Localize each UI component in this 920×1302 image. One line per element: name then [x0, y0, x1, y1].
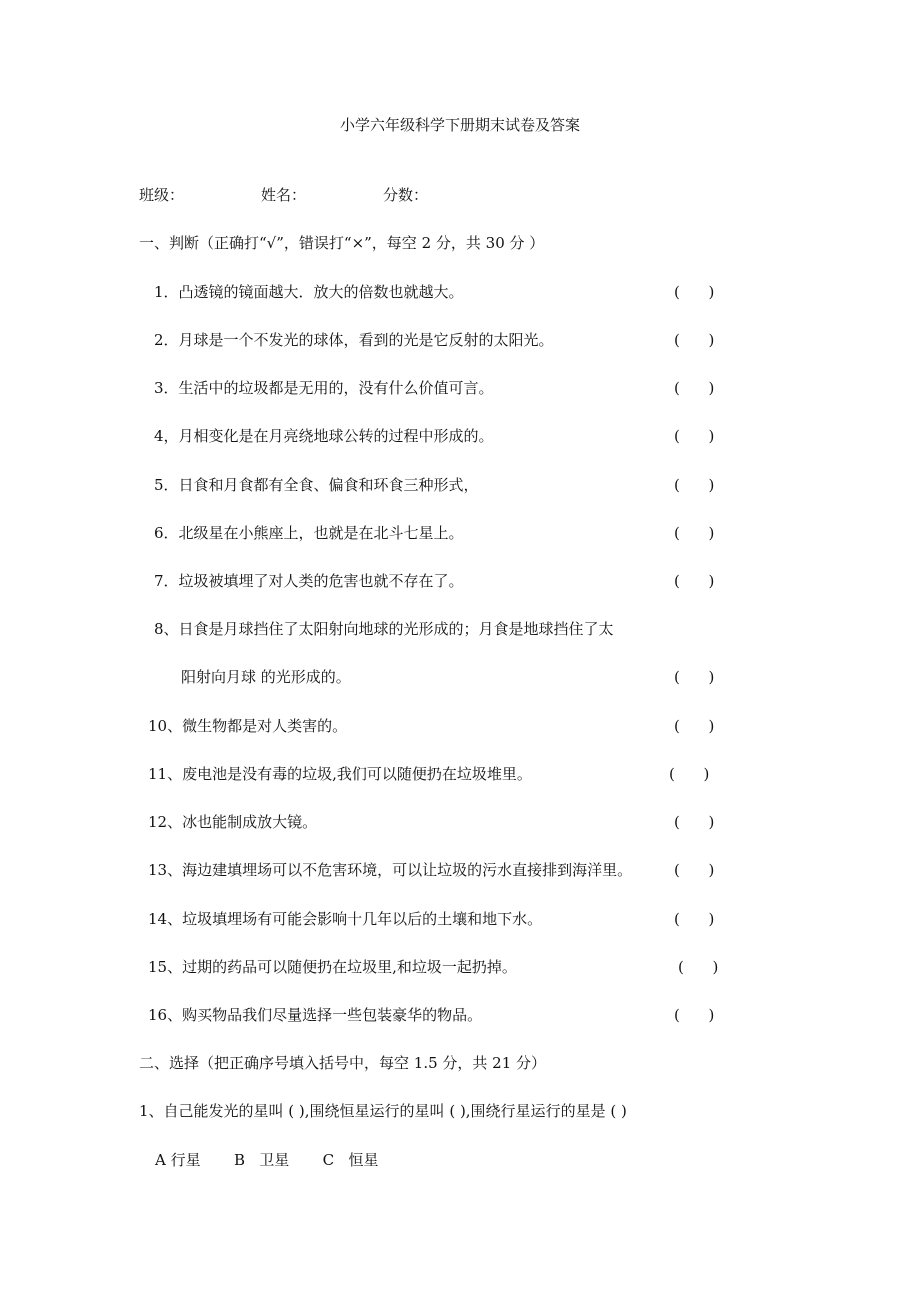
section1-heading: 一、判断（正确打“√”，错误打“×”，每空 2 分，共 30 分 ） [139, 234, 545, 252]
judge-item-text: 11、废电池是没有毒的垃圾,我们可以随便扔在垃圾堆里。 [148, 765, 532, 783]
choice-question-1: 1、自己能发光的星叫 ( ),围绕恒星运行的星叫 ( ),围绕行星运行的星是 ( ) [139, 1102, 627, 1120]
judge-item-text: 16、购买物品我们尽量选择一些包装豪华的物品。 [148, 1006, 483, 1024]
judge-item-text-continued: 阳射向月球 的光形成的。 [181, 668, 351, 686]
judge-item-text: 7．垃圾被填埋了对人类的危害也就不存在了。 [154, 572, 464, 590]
answer-blank: ( ) [674, 331, 715, 349]
answer-blank: ( ) [669, 765, 710, 783]
answer-blank: ( ) [678, 958, 719, 976]
answer-blank: ( ) [674, 572, 715, 590]
judge-item-text: 4，月相变化是在月亮绕地球公转的过程中形成的。 [154, 427, 494, 445]
answer-blank: ( ) [674, 524, 715, 542]
name-label: 姓名： [261, 186, 307, 204]
judge-item-text: 8、日食是月球挡住了太阳射向地球的光形成的；月食是地球挡住了太 [154, 620, 614, 638]
class-label: 班级： [139, 186, 185, 204]
answer-blank: ( ) [674, 910, 715, 928]
judge-item-text: 10、微生物都是对人类害的。 [148, 717, 348, 735]
judge-item-text: 3．生活中的垃圾都是无用的，没有什么价值可言。 [154, 379, 494, 397]
answer-blank: ( ) [674, 283, 715, 301]
judge-item-text: 14、垃圾填埋场有可能会影响十几年以后的土壤和地下水。 [148, 910, 543, 928]
answer-blank: ( ) [674, 379, 715, 397]
judge-item-text: 13、海边建填埋场可以不危害环境，可以让垃圾的污水直接排到海洋里。 [148, 861, 633, 879]
answer-blank: ( ) [674, 717, 715, 735]
section2-heading: 二、选择（把正确序号填入括号中，每空 1.5 分，共 21 分） [139, 1054, 547, 1072]
answer-blank: ( ) [674, 476, 715, 494]
answer-blank: ( ) [674, 1006, 715, 1024]
score-label: 分数： [383, 186, 429, 204]
choice-options: A 行星 B 卫星 C 恒星 [155, 1151, 379, 1169]
judge-item-text: 12、冰也能制成放大镜。 [148, 813, 318, 831]
judge-item-text: 6．北级星在小熊座上，也就是在北斗七星上。 [154, 524, 464, 542]
answer-blank: ( ) [674, 861, 715, 879]
page-title: 小学六年级科学下册期末试卷及答案 [339, 116, 580, 134]
answer-blank: ( ) [674, 813, 715, 831]
answer-blank: ( ) [674, 427, 715, 445]
judge-item-text: 15、过期的药品可以随便扔在垃圾里,和垃圾一起扔掉。 [148, 958, 517, 976]
judge-item-text: 2．月球是一个不发光的球体，看到的光是它反射的太阳光。 [154, 331, 554, 349]
judge-item-text: 1．凸透镜的镜面越大．放大的倍数也就越大。 [154, 283, 464, 301]
judge-item-text: 5．日食和月食都有全食、偏食和环食三种形式， [154, 476, 479, 494]
answer-blank: ( ) [674, 668, 715, 686]
